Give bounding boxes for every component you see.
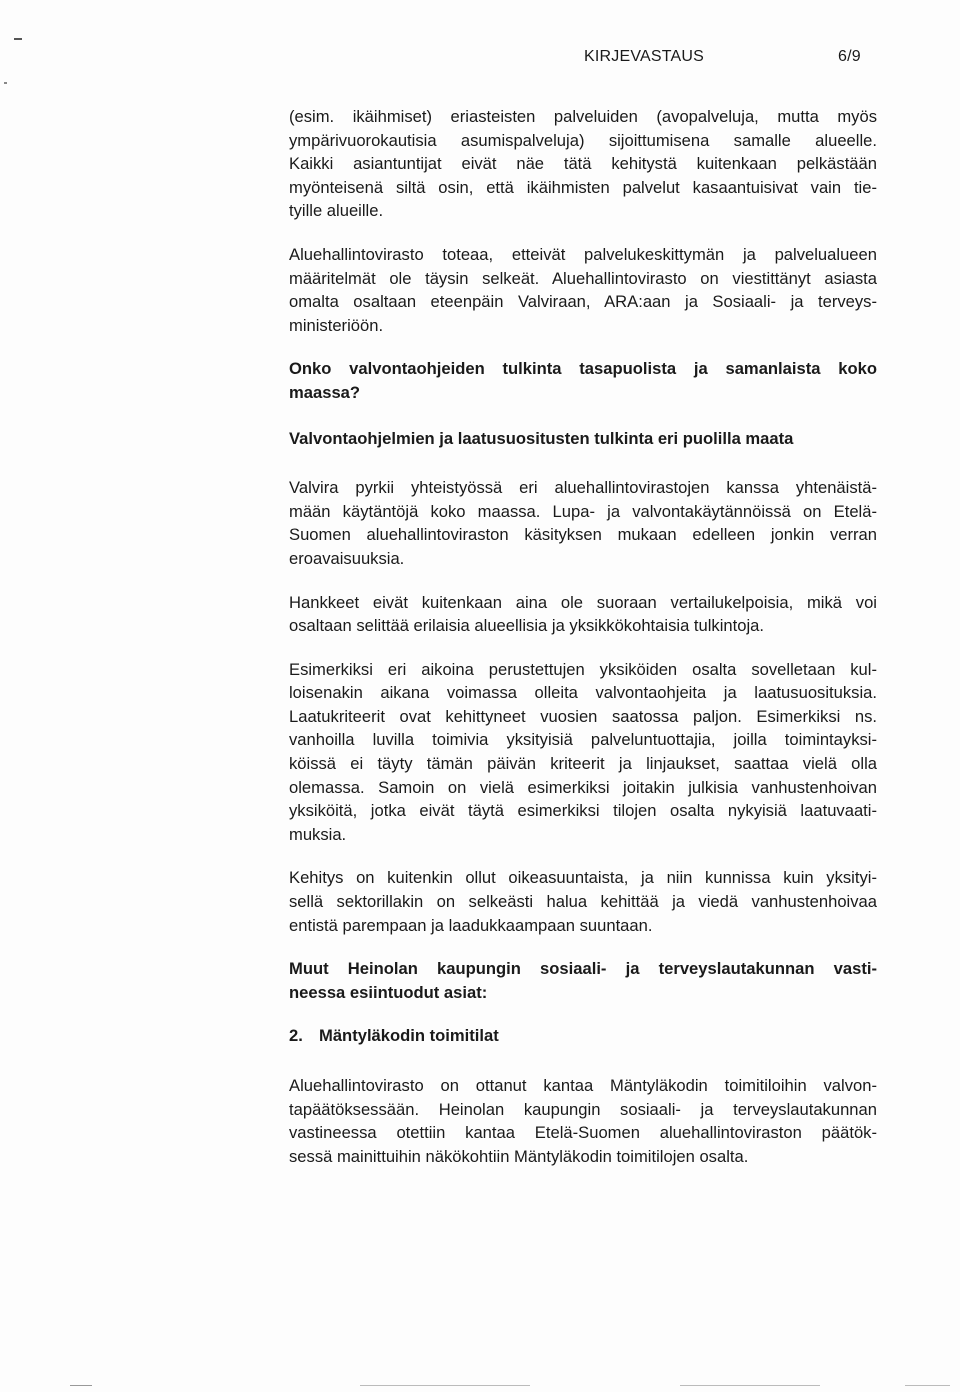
text-line: ympärivuorokautisia asumispalveluja) sijoittumisena samalle alueelle.: [289, 130, 877, 150]
scan-noise: [70, 1385, 92, 1386]
scan-noise: [905, 1385, 950, 1386]
text-line: vanhoilla luvilla toimivia yksityisiä palveluntuottajia, joilla toimintayksi-: [289, 730, 877, 750]
text-line: yksiköitä, jotka eivät täytä esimerkiksi tilojen osalta nykyisiä laatuvaati-: [289, 801, 877, 821]
document-body: [289, 105, 877, 1168]
text-line: Suomen aluehallintoviraston käsityksen mukaan edelleen jonkin verran: [289, 525, 877, 545]
text-line: Esimerkiksi eri aikoina perustettujen yksiköiden osalta sovelletaan kul-: [289, 659, 877, 679]
section-heading: [289, 957, 877, 1004]
scan-mark-left: [4, 82, 7, 84]
section-heading: [289, 427, 877, 451]
scan-mark-top-left: [14, 38, 22, 40]
text-line: entistä parempaan ja laadukkaampaan suuntaan.: [289, 915, 653, 935]
paragraph: [289, 243, 877, 337]
text-line: Aluehallintovirasto on ottanut kantaa Mäntyläkodin toimitiloihin valvon-: [289, 1076, 877, 1095]
paragraph: [289, 105, 877, 223]
text-line: Aluehallintovirasto toteaa, etteivät palvelukeskittymän ja palvelualueen: [289, 244, 877, 264]
text-line: osaltaan selittää erilaisia alueellisia ja yksikkökohtaisia tulkintoja.: [289, 616, 765, 636]
text-line: Kehitys on kuitenkin ollut oikeasuuntaista, ja niin kunnissa kuin yksityi-: [289, 868, 877, 888]
text-line: Valvira pyrkii yhteistyössä eri aluehallintovirastojen kanssa yhtenäistä-: [289, 478, 877, 498]
text-line: tapäätöksessään. Heinolan kaupungin sosiaali- ja terveyslautakunnan: [289, 1099, 877, 1119]
scan-noise: [360, 1385, 530, 1386]
text-line: määritelmät ole täysin selkeät. Aluehallintovirasto on viestittänyt asiasta: [289, 268, 877, 288]
numbered-heading: [289, 1024, 877, 1048]
paragraph: [289, 591, 877, 638]
text-line: sellä sektorillakin on selkeästi halua kehittää ja viedä vanhustenhoivaa: [289, 892, 877, 912]
text-line: köissä ei täyty tämän päivän kriteerit ja linjaukset, saattaa vielä olla: [289, 754, 877, 774]
text-line: muksia.: [289, 824, 347, 844]
text-line: neessa esiintuodut asiat:: [289, 982, 488, 1002]
paragraph: [289, 1074, 877, 1168]
text-line: Laatukriteerit ovat kehittyneet vuosien saatossa paljon. Esimerkiksi ns.: [289, 706, 877, 726]
paragraph: [289, 658, 877, 847]
question-heading: [289, 357, 877, 404]
document-type-label: KIRJEVASTAUS: [584, 48, 705, 65]
text-line: [289, 1024, 877, 1048]
text-line: (esim. ikäihmiset) eriasteisten palveluiden (avopalveluja, mutta myös: [289, 107, 877, 126]
text-line: myönteisenä siltä osin, että ikäihmisten palvelut kasaantuisivat vain tie-: [289, 177, 877, 197]
page-number: 6/9: [838, 48, 861, 65]
text-line: Valvontaohjelmien ja laatusuositusten tulkinta eri puolilla maata: [289, 428, 794, 448]
text-line: Muut Heinolan kaupungin sosiaali- ja terveyslautakunnan vasti-: [289, 959, 877, 979]
text-line: Hankkeet eivät kuitenkaan aina ole suoraan vertailukelpoisia, mikä voi: [289, 592, 877, 612]
text-line: omalta osaltaan eteenpäin Valviraan, ARA:aan ja Sosiaali- ja terveys-: [289, 292, 877, 312]
text-line: maassa?: [289, 382, 361, 402]
text-line: loisenakin aikana voimassa olleita valvontaohjeita ja laatusuosituksia.: [289, 683, 877, 703]
text-line: vastineessa otettiin kantaa Etelä-Suomen aluehallintoviraston päätök-: [289, 1123, 877, 1143]
text-line: sessä mainittuihin näkökohtiin Mäntyläkodin toimitilojen osalta.: [289, 1146, 749, 1166]
text-line: tyille alueille.: [289, 201, 384, 221]
heading-text: Mäntyläkodin toimitilat: [319, 1026, 499, 1046]
paragraph: [289, 866, 877, 937]
heading-number: 2.: [289, 1026, 303, 1046]
paragraph: [289, 476, 877, 570]
text-line: eroavaisuuksia.: [289, 548, 405, 568]
text-line: olemassa. Samoin on vielä esimerkiksi joitakin julkisia vanhustenhoivan: [289, 777, 877, 797]
text-line: mään käytäntöjä koko maassa. Lupa- ja valvontakäytännöissä on Etelä-: [289, 501, 877, 521]
text-line: Kaikki asiantuntijat eivät näe tätä kehitystä kuitenkaan pelkästään: [289, 154, 877, 174]
scan-noise: [680, 1385, 820, 1386]
text-line: ministeriöön.: [289, 315, 384, 335]
text-line: Onko valvontaohjeiden tulkinta tasapuolista ja samanlaista koko: [289, 359, 877, 379]
